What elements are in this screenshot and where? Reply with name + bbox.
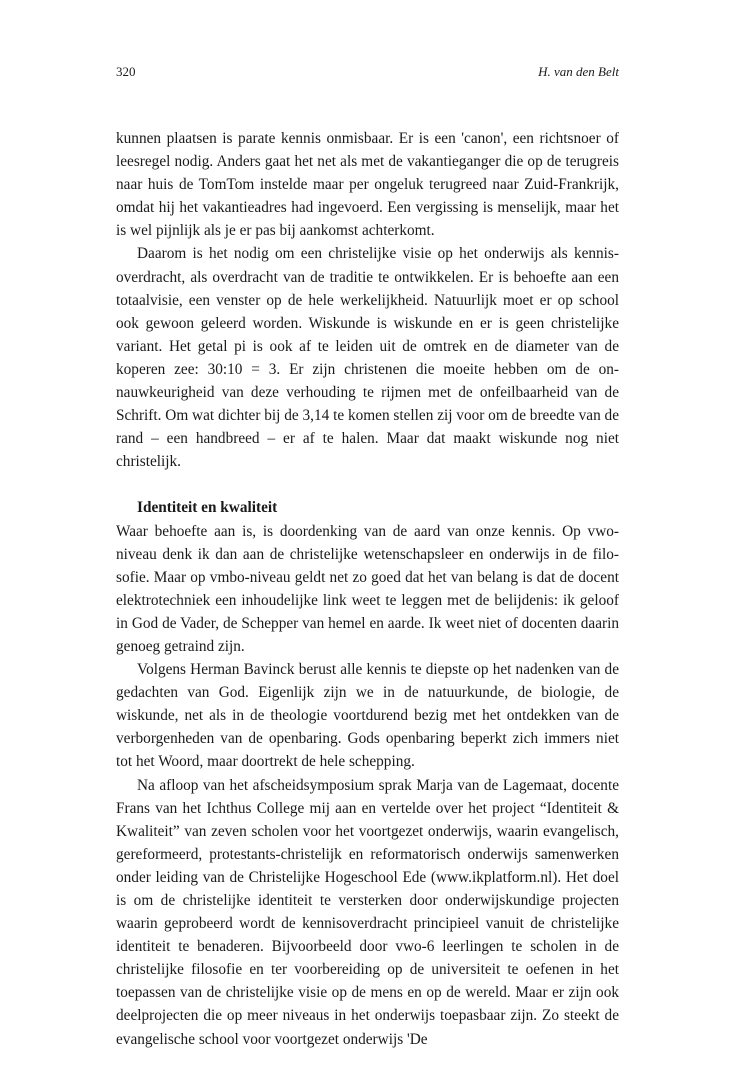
paragraph: Daarom is het nodig om een christelijke visie op het onderwijs als kennisoverdracht, als overdracht van de traditie te ontwikkelen. Er is behoefte aan een totaalvisie, een venster op de hele werkelijkheid. Natuurlijk moet er op school ook gewoon geleerd worden. Wiskunde is wiskunde en er is geen christelijke variant. Het getal pi is ook af te leiden uit de omtrek en de diameter van de koperen zee: 30:10 = 3. Er zijn christenen die moeite hebben om de onnauwkeurigheid van deze verhouding te rijmen met de onfeilbaarheid van de Schrift. Om wat dichter bij de 3,14 te komen stellen zij voor om de breedte van de rand – een handbreed – er af te halen. Maar dat maakt wiskunde nog niet christelijk. — [116, 245, 619, 471]
running-head-author: H. van den Belt — [538, 64, 619, 79]
paragraph: Volgens Herman Bavinck berust alle kennis te diepste op het nadenken van de gedachten van God. Eigenlijk zijn we in de natuurkunde, de biologie, de wiskunde, net als in de theologie voortdurend bezig met het ontdekken van de verborgenheden van de openbaring. Gods openbaring beperkt zich immers niet tot het Woord, maar doortrekt de hele schepping. — [116, 661, 619, 771]
paragraph: Na afloop van het afscheidsymposium sprak Marja van de Lagemaat, docente Frans van het Ichthus College mij aan en vertelde over het project “Identiteit & Kwaliteit” van zeven scholen voor het voortgezet onderwijs, waarin evangelisch, gereformeerd, protestants-christelijk en reformatorisch onderwijs samenwerken onder leiding van de Christelijke Hogeschool Ede (www.ikplatform.nl). Het doel is om de christelijke identiteit te versterken door onderwijskundige projecten waarin geprobeerd wordt de kennisoverdracht principieel vanuit de christelijke identiteit te benaderen. Bijvoorbeeld door vwo-6 leerlingen te scholen in de christelijke filosofie en ter voorbereiding op de universiteit te oefenen in het toepassen van de christelijke visie op de mens en op de wereld. Maar er zijn ook deelprojecten die op meer niveaus in het onderwijs toepasbaar zijn. Zo steekt de evangelische school voor voortgezet onderwijs 'De — [116, 776, 619, 1048]
paragraph: Waar behoefte aan is, is doordenking van de aard van onze kennis. Op vwo-niveau denk ik dan aan de christelijke wetenschapsleer en onderwijs in de filosofie. Maar op vmbo-niveau geldt net zo goed dat het van belang is dat de docent elektrotechniek een inhoudelijke link weet te leggen met de belijdenis: ik geloof in God de Vader, de Schepper van hemel en aarde. Ik weet niet of docenten daarin genoeg getraind zijn. — [116, 522, 619, 655]
paragraph: kunnen plaatsen is parate kennis onmisbaar. Er is een 'canon', een richtsnoer of leesregel nodig. Anders gaat het net als met de vakantieganger die op de terugreis naar huis de TomTom instelde maar per ongeluk terugreed naar Zuid-Frankrijk, omdat hij het vakantieadres had ingevoerd. Een vergissing is menselijk, maar het is wel pijnlijk als je er pas bij aankomst achterkomt. — [116, 130, 619, 240]
section-heading: Identiteit en kwaliteit — [137, 499, 278, 517]
body-text — [116, 127, 619, 1051]
page-number: 320 — [116, 64, 136, 79]
book-page — [116, 0, 619, 1068]
